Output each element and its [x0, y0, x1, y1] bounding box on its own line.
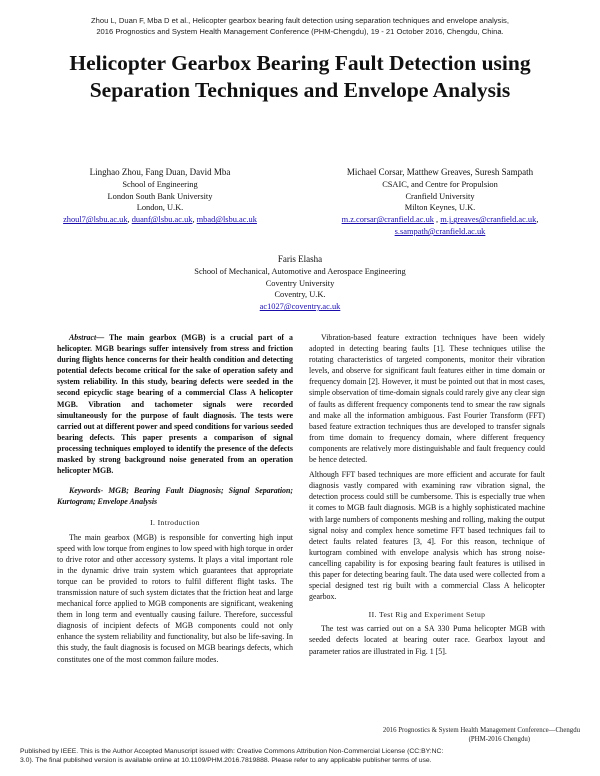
notice-line-2: 3.0). The final published version is available online at 10.1109/PHM.2016.7819888. Please refer to any applicable publisher terms of use.	[20, 757, 432, 765]
paper-title	[20, 50, 580, 104]
author-names-bottom: Faris Elasha	[277, 254, 323, 264]
conference-line-1: 2016 Prognostics & System Health Management Conference—Chengdu	[382, 727, 580, 734]
abstract-label: Abstract	[69, 333, 97, 342]
running-header	[20, 16, 580, 37]
abstract-text: — The main gearbox (MGB) is a crucial part of a helicopter. MGB bearings suffer intensively from stress and friction during flights hence concerns for their health condition and detecting potential defects become critical for the sake of operation safety and system reliability. In this study, bearing defects were seeded in the second epicyclic stage bearing of a commercial Class A helicopter MGB. Vibration and tachometer signals were recorded simultaneously for the purpose of fault diagnosis. The tests were carried out at different power and speed conditions for various seeded bearing defects. This paper presents a comparison of signal processing techniques employed to identify the presence of the defects masked by strong background noise generated from an operation helicopter MGB.	[57, 333, 293, 476]
emails-right-1: m.z.corsar@cranfield.ac.uk , m.j.greaves@cranfield.ac.uk,	[341, 215, 539, 225]
conference-footer	[300, 727, 580, 744]
email-link[interactable]: mbad@lsbu.ac.uk	[196, 215, 257, 225]
abstract	[57, 332, 293, 476]
title-line-1: Helicopter Gearbox Bearing Fault Detection using	[69, 51, 531, 75]
affiliation-bottom-1: School of Mechanical, Automotive and Aerospace Engineering	[194, 266, 406, 276]
city-bottom: Coventry, U.K.	[274, 290, 326, 300]
author-block-right	[310, 167, 570, 238]
affiliation-left-2: London South Bank University	[107, 191, 213, 201]
affiliation-left-1: School of Engineering	[122, 179, 198, 189]
keywords: Keywords- MGB; Bearing Fault Diagnosis; Signal Separation; Kurtogram; Envelope Analysis	[57, 486, 293, 507]
paragraph-fft: Although FFT based techniques are more efficient and accurate for fault diagnosis vastly compared with examining raw vibration signal, the detection process could still be cumbersome. This is especially true when it comes to MGB fault diagnosis. MGB is a highly sophisticated machine with large numbers of components meshing and rolling, making the output signal noisy and complex hence sometime FFT based techniques fail to detect faults related features [3, 4]. For this reason, technique of kurtogram combined with envelope analysis which has strong noise-cancelling capability is for exposing bearing fault features is utilised in this paper for detecting bearing fault. The data used were collected from a special designed test rig built with a commercial Class A helicopter gearbox.	[309, 470, 545, 602]
emails-right-2	[310, 226, 570, 238]
author-block-bottom	[120, 254, 480, 313]
author-names-right: Michael Corsar, Matthew Greaves, Suresh Sampath	[346, 167, 534, 177]
section-heading-introduction: I. Introduction	[150, 518, 200, 528]
paragraph-test: The test was carried out on a SA 330 Puma helicopter MGB with seeded defects located at bearing outer race. Gearbox layout and parameter ratios are illustrated in Fig. 1 [5].	[309, 624, 545, 656]
header-line-2: 2016 Prognostics and System Health Management Conference (PHM-Chengdu), 19 - 21 October 2016, Chengdu, China.	[96, 26, 504, 36]
left-column	[57, 332, 293, 665]
section-heading-test-rig: II. Test Rig and Experiment Setup	[368, 610, 486, 620]
title-line-2: Separation Techniques and Envelope Analysis	[89, 78, 511, 102]
paragraph-vibration: Vibration-based feature extraction techniques have been widely adopted in detecting bearing faults [1]. These techniques utilise the rotating characteristics of targeted components, monitor their vibration levels, and observe for significant fault features either in time domain or frequency domain [2]. However, it must be pointed out that in most cases, simple observation of time-domain signals could rarely give any clear sign of faults as different frequency components tend to smear the raw signals and make all the information ambiguous. Fast Fourier Transform (FFT) based feature extraction techniques thus are developed to transfer signals from time domain to frequency domain, where different frequency components are relatively more distinguishable and fault frequency could be hence detected.	[309, 333, 545, 465]
email-link[interactable]: s.sampath@cranfield.ac.uk	[394, 226, 486, 236]
conference-line-2: (PHM-2016 Chengdu)	[468, 735, 530, 743]
city-right: Milton Keynes, U.K.	[404, 203, 476, 213]
header-line-1: Zhou L, Duan F, Mba D et al., Helicopter gearbox bearing fault detection using separation techniques and envelope analysis,	[91, 16, 509, 25]
author-block-left	[40, 167, 280, 226]
email-link[interactable]: zhoul7@lsbu.ac.uk	[63, 215, 128, 225]
affiliation-right-1: CSAIC, and Centre for Propulsion	[382, 179, 498, 189]
email-link[interactable]: m.j.greaves@cranfield.ac.uk	[440, 215, 537, 225]
affiliation-right-2: Cranfield University	[405, 191, 475, 201]
email-link[interactable]: ac1027@coventry.ac.uk	[259, 302, 341, 312]
affiliation-bottom-2: Coventry University	[265, 278, 335, 288]
publisher-notice	[20, 747, 580, 765]
notice-line-1: Published by IEEE. This is the Author Accepted Manuscript issued with: Creative Commons Attribution Non-Commercial License (CC:BY:NC:	[20, 748, 444, 755]
author-names-left: Linghao Zhou, Fang Duan, David Mba	[89, 167, 231, 177]
email-link[interactable]: duanf@lsbu.ac.uk	[131, 215, 193, 225]
right-column	[309, 332, 545, 657]
city-left: London, U.K.	[136, 203, 184, 213]
introduction-text: The main gearbox (MGB) is responsible for converting high input speed with low torque from engines to low speed with high torque in order to drive rotor and other accessory systems. It plays a vital important role in the dynamic drive train system which guarantees that appropriate torque can be provided to rotors to fulfil different flight tasks. The transmission nature of such system dictates that the friction heat and large mechanical force applied to MGB components are significant, weakening them in long term and eventually causing failure. Therefore, successful diagnosis of incipient defects of MGB components could not only enhance the system reliability and functionality, but also be life-saving. In this study, the fault diagnosis is focused on MGB bearings defects, which constitutes one of the most common failure modes.	[57, 532, 294, 664]
emails-left: zhoul7@lsbu.ac.uk, duanf@lsbu.ac.uk, mbad@lsbu.ac.uk	[63, 215, 257, 225]
email-link[interactable]: m.z.corsar@cranfield.ac.uk	[341, 215, 434, 225]
